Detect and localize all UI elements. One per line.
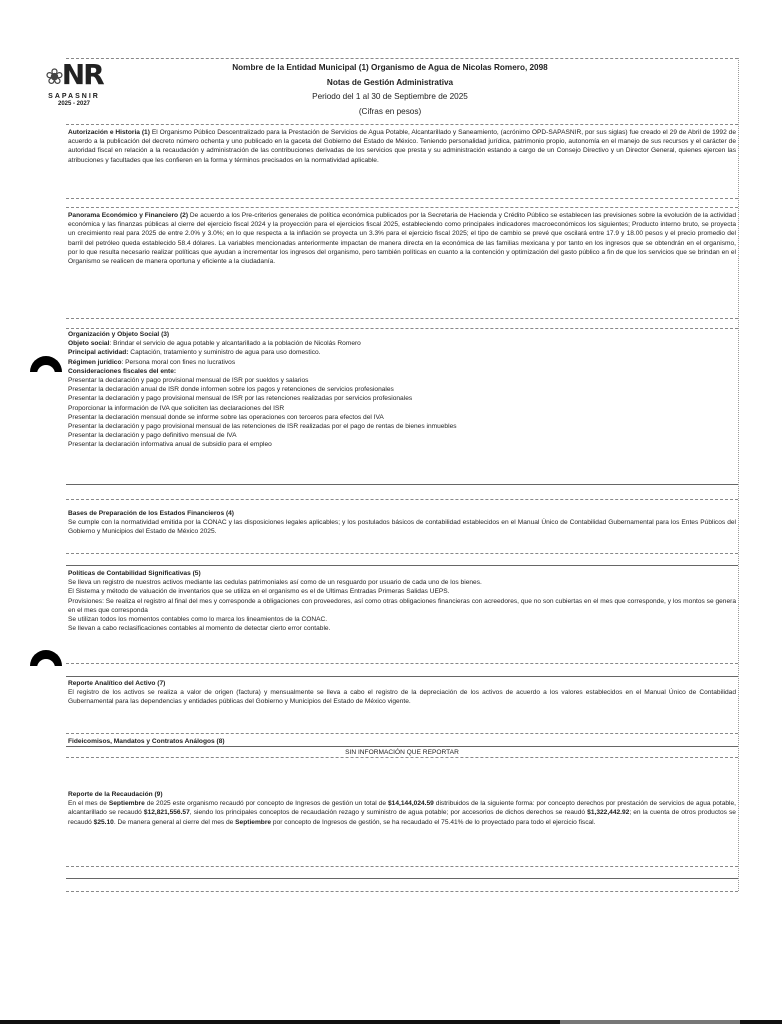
period: Periodo del 1 al 30 de Septiembre de 2025 (312, 92, 468, 101)
section-body: El Organismo Público Descentralizado para la Prestación de Servicios de Agua Potable, Alcantarillado y Saneamiento, (acrónimo OPD-SAPASNIR, por sus siglas) fue creado el 29 de Abril de 1992 de acuerdo a la publicación del decreto número ochenta y uno publicado en la gaceta del Gobierno del Estado de México. Teniendo personalidad jurídica, patrimonio propio, autonomía en el manejo de sus recursos y el carácter de autoridad fiscal en relación a la recaudación y administración de las contribuciones derivadas de los servicios que presta y su administración estando a cargo de un Consejo Directivo y un Director General, quienes ejercen las atribuciones y facultades que les confieren en la forma y términos precisados en la normatividad aplicable. (68, 129, 736, 164)
scan-edge (560, 1020, 740, 1024)
section-bases (68, 509, 736, 537)
section-heading: Panorama Económico y Financiero (2) (68, 212, 189, 219)
entity-name: Nombre de la Entidad Municipal (1) Organismo de Agua de Nicolas Romero, 2098 (232, 63, 548, 72)
currency-note: (Cifras en pesos) (358, 106, 422, 116)
regimen-juridico (68, 358, 736, 367)
section-heading: Autorización e Historia (1) (68, 129, 150, 136)
section-heading: Reporte Analítico del Activo (7) (68, 680, 166, 687)
list-item: Provisiones: Se realiza el registro al final del mes y corresponde a obligaciones con proveedores, así como otras obligaciones financieras con acreedores, que no son cubiertas en el mes que corresponde, y los montos se genera en el mes que corresponda (68, 597, 736, 614)
total-amount: $14,144,024.59 (387, 800, 434, 808)
section-heading: Reporte de la Recaudación (9) (68, 791, 163, 798)
document-title: Notas de Gestión Administrativa (326, 77, 454, 87)
accesorios-amount: $1,322,442.92 (587, 809, 630, 817)
section-reporte-activo (68, 679, 736, 707)
logo-name: SAPASNIR (48, 93, 100, 100)
list-item: Presentar la declaración informativa anual de subsidio para el empleo (68, 441, 272, 449)
field-value: : Brindar el servicio de agua potable y alcantarillado a la población de Nicolás Romero (109, 340, 361, 348)
section-heading: Bases de Preparación de los Estados Financieros (4) (68, 510, 235, 517)
field-label: Régimen jurídico (68, 358, 122, 366)
field-label: Objeto social (68, 340, 110, 348)
principal-actividad (68, 348, 736, 357)
list-item: Presentar la declaración y pago provisional mensual de las retenciones de ISR realizadas por el pago de rentas de bienes inmuebles (68, 423, 457, 431)
section-body: El registro de los activos se realiza a valor de origen (factura) y mensualmente se lleva a cabo el registro de la depreciación de los activos de acuerdo a los valores establecidos en el Manual Único de Contabilidad Gubernamental para las dependencias y entidades públicas del Gobierno y Municipios del Estado de México vigente. (68, 689, 736, 706)
derechos-amount: $12,821,556.57 (143, 809, 190, 817)
section-body: De acuerdo a los Pre-criterios generales de política económica publicados por la Secretaria de Hacienda y Crédito Público se establecen las previsiones sobre la evolución de la actividad económica y las finanzas públicas al cierre del ejercicio fiscal 2024 y la proyección para el ejercicios fiscal 2025, estableciendo como principales indicadores macroeconómicos los siguientes; Producto interno bruto, se proyecta un crecimiento real para 2025 de entre 2.0% y 3.0%; en lo que respecta a la inflación se proyecta un 3.3% para el ejercicio fiscal 2025; el tipo de cambio se prevé que oscilará entre 17.9 y 18.00 pesos y el precio promedio del barril del petróleo queda establecido 58.4 dólares. La variables mencionadas anteriormente impactan de manera directa en la económica de las familias mexicana y por tanto en los ingresos que se obtendrán en el organismo, por lo que resulta necesario realizar políticas que ayudan a incrementar los ingresos del organismo, pero también políticas en cuanto a la contención y optimización del gasto público a fin de que los servicios que se brindan en el Organismo se realicen de manera oportuna y eficiente a la ciudadanía. (68, 212, 736, 266)
list-item: El Sistema y método de valuación de inventarios que se utiliza en el organismo es el de Ultimas Entradas Primeras Salidas UEPS. (68, 588, 450, 596)
section-panorama (68, 211, 736, 266)
list-item: Proporcionar la información de IVA que soliciten las declaraciones del ISR (68, 404, 285, 412)
section-autorizacion (68, 128, 736, 165)
field-label: Principal actividad: (68, 349, 129, 357)
list-item: Presentar la declaración y pago provisional mensual de ISR por las retenciones realizadas por servicios profesionales (68, 395, 413, 403)
no-info-note: SIN INFORMACIÓN QUE REPORTAR (345, 749, 459, 757)
month: Septiembre (235, 818, 272, 826)
section-organizacion (68, 330, 736, 450)
section-fideicomisos (68, 737, 736, 757)
field-value: : Persona moral con fines no lucrativos (121, 358, 236, 366)
section-recaudacion (68, 790, 736, 827)
binder-hole-icon (30, 356, 62, 372)
binder-hole-icon (30, 650, 62, 666)
section-body: Se cumple con la normatividad emitida por la CONAC y las disposiciones legales aplicables; y los postulados básicos de contabilidad establecidos en el Manual Único de Contabilidad Gubernamental para los Entes Públicos del Gobierno y Municipios del Estado de México 2025. (68, 519, 736, 536)
field-value: Captación, tratamiento y suministro de agua para uso domestico. (128, 349, 321, 357)
logo-years: 2025 - 2027 (57, 101, 91, 107)
otros-amount: $25.10 (93, 818, 114, 826)
list-item: Presentar la declaración anual de ISR donde informen sobre los pagos y retenciones de servicios profesionales (68, 386, 394, 394)
logo-mark: ❀NR (45, 58, 103, 91)
list-item: Presentar la declaración mensual donde se informe sobre las operaciones con terceros para efectos del IVA (68, 413, 384, 421)
section-heading: Fideicomisos, Mandatos y Contratos Análogos (8) (68, 738, 225, 745)
section-heading: Políticas de Contabilidad Significativas (5) (68, 570, 201, 577)
divider (66, 891, 738, 892)
section-politicas (68, 569, 736, 633)
objeto-social (68, 339, 736, 348)
list-item: Se llevan a cabo reclasificaciones contables al momento de detectar cierto error contable. (68, 625, 331, 633)
page-frame (66, 58, 739, 891)
section-body: En el mes de Septiembre de 2025 este organismo recaudó por concepto de Ingresos de gestión un total de $14,144,024.59 distribuidos de la siguiente forma: por concepto derechos por prestación de servicios de agua potable, alcantarillado se recaudó $12,821,556.57, siendo los principales conceptos de recaudación rezago y suministro de agua potable; por accesorios de dichos derechos se reaudó $1,322,442.92; en la cuenta de otros productos se recaudó $25.10. De manera general al cierre del mes de Septiembre por concepto de Ingresos de gestión, se ha recaudado el 75.41% de lo proyectado para todo el ejercicio fiscal. (68, 800, 737, 826)
list-item: Se lleva un registro de nuestros activos mediante las cedulas patrimoniales así como de un resguardo por usuario de cada uno de los bienes. (68, 579, 482, 587)
list-item: Presentar la declaración y pago definitivo mensual de IVA (68, 432, 237, 440)
list-item: Presentar la declaración y pago provisional mensual de ISR por sueldos y salarios (68, 377, 309, 385)
section-heading: Organización y Objeto Social (3) (68, 331, 170, 338)
consideraciones-label: Consideraciones fiscales del ente: (68, 367, 177, 375)
month: Septiembre (108, 800, 145, 808)
list-item: Se utilizan todos los momentos contables como lo marca los lineamientos de la CONAC. (68, 616, 328, 624)
